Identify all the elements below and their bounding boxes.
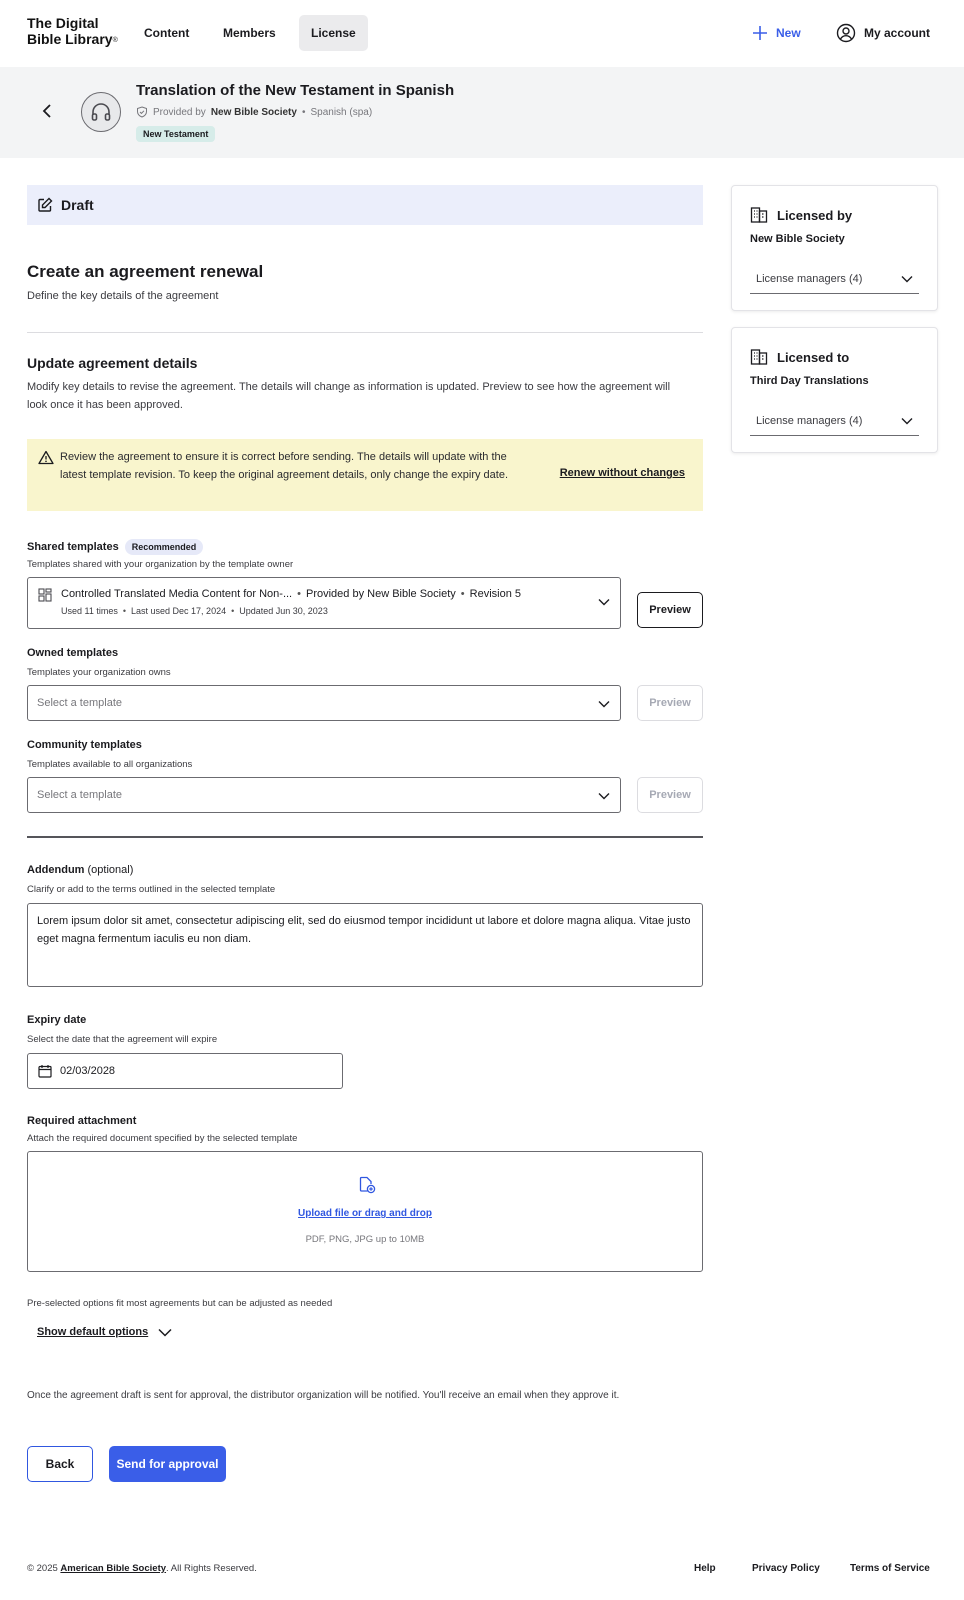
draft-status-bar bbox=[27, 185, 703, 225]
licensed-to-managers-label: License managers (4) bbox=[756, 414, 863, 427]
licensed-to-heading bbox=[750, 348, 849, 366]
renew-without-changes-link[interactable]: Renew without changes bbox=[559, 467, 685, 479]
plus-icon bbox=[752, 25, 768, 41]
my-account-label: My account bbox=[864, 26, 931, 40]
community-template-preview-button[interactable]: Preview bbox=[637, 777, 703, 813]
send-for-approval-button[interactable]: Send for approval bbox=[109, 1446, 226, 1482]
copyright-prefix: © 2025 bbox=[27, 1563, 58, 1574]
calendar-icon bbox=[38, 1064, 52, 1078]
footer-privacy-link[interactable]: Privacy Policy bbox=[752, 1563, 820, 1574]
new-label: New bbox=[776, 26, 801, 40]
shared-templates-hint: Templates shared with your organization by the template owner bbox=[27, 559, 294, 570]
template-revision: Revision 5 bbox=[469, 588, 521, 600]
shared-template-select[interactable] bbox=[27, 577, 621, 629]
licensed-by-org: New Bible Society bbox=[750, 233, 845, 245]
logo-line-1: The Digital bbox=[27, 15, 99, 31]
building-icon bbox=[750, 206, 768, 224]
attachment-hint: Attach the required document specified by the selected template bbox=[27, 1133, 298, 1144]
file-plus-icon bbox=[358, 1176, 376, 1194]
nav-license[interactable]: License bbox=[299, 15, 368, 51]
headphones-icon bbox=[81, 92, 121, 132]
expiry-date-hint: Select the date that the agreement will expire bbox=[27, 1034, 218, 1045]
building-icon bbox=[750, 348, 768, 366]
attachment-label: Required attachment bbox=[27, 1115, 137, 1127]
footer-terms-link[interactable]: Terms of Service bbox=[850, 1563, 930, 1574]
new-button[interactable] bbox=[752, 22, 801, 44]
page-subtitle: Define the key details of the agreement bbox=[27, 290, 219, 302]
owned-template-preview-button[interactable]: Preview bbox=[637, 685, 703, 721]
logo[interactable] bbox=[27, 15, 118, 47]
owned-template-select[interactable] bbox=[27, 685, 621, 721]
resource-meta: Provided by New Bible Society • Spanish (spa) bbox=[136, 106, 372, 118]
template-provider: Provided by New Bible Society bbox=[305, 588, 456, 600]
shared-templates-label bbox=[27, 539, 203, 555]
copyright-suffix: . All Rights Reserved. bbox=[166, 1563, 257, 1574]
warning-icon bbox=[38, 450, 54, 465]
addendum-label bbox=[27, 864, 133, 876]
draft-label: Draft bbox=[61, 197, 94, 213]
upload-file-types: PDF, PNG, JPG up to 10MB bbox=[305, 1234, 425, 1245]
licensed-to-managers-select[interactable] bbox=[750, 406, 919, 436]
chevron-down-icon bbox=[598, 792, 610, 800]
shield-check-icon bbox=[136, 106, 148, 118]
provider-name: New Bible Society bbox=[210, 106, 297, 118]
owned-templates-label: Owned templates bbox=[27, 647, 119, 659]
addendum-hint: Clarify or add to the terms outlined in the selected template bbox=[27, 884, 276, 895]
footer-org-link[interactable]: American Bible Society bbox=[60, 1563, 167, 1574]
show-default-options-toggle[interactable] bbox=[37, 1326, 172, 1338]
page-title: Create an agreement renewal bbox=[27, 262, 264, 281]
logo-line-2: Bible Library bbox=[27, 31, 113, 47]
upload-file-link[interactable]: Upload file or drag and drop bbox=[298, 1208, 432, 1219]
template-last-used: Last used Dec 17, 2024 bbox=[131, 606, 227, 616]
nav-content[interactable]: Content bbox=[144, 26, 190, 40]
template-stats: Used 11 times • Last used Dec 17, 2024 • Updated Jun 30, 2023 bbox=[61, 606, 328, 616]
addendum-textarea[interactable]: Lorem ipsum dolor sit amet, consectetur adipiscing elit, sed do eiusmod tempor incididunt ut labore et dolore magna aliqua. Vitae justo eget magna fermentum iaculis eu non diam. bbox=[27, 903, 703, 987]
logo-mark: ® bbox=[112, 37, 118, 44]
back-button[interactable]: Back bbox=[27, 1446, 93, 1482]
resource-language: Spanish (spa) bbox=[310, 106, 373, 118]
warning-text: Review the agreement to ensure it is correct before sending. The details will update with the latest template revision. To keep the original agreement details, only change the expiry date. bbox=[60, 451, 509, 481]
owned-templates-hint: Templates your organization owns bbox=[27, 667, 171, 678]
update-section-description: Modify key details to revise the agreement. The details will change as information is updated. Preview to see how the agreement will look once it has been approved. bbox=[27, 381, 671, 411]
resource-title: Translation of the New Testament in Spanish bbox=[136, 82, 455, 99]
back-arrow-icon[interactable] bbox=[40, 103, 54, 119]
chevron-down-icon bbox=[901, 275, 913, 283]
warning-banner bbox=[27, 439, 703, 511]
chevron-down-icon bbox=[901, 417, 913, 425]
my-account-button[interactable] bbox=[836, 22, 930, 44]
community-template-select[interactable] bbox=[27, 777, 621, 813]
licensed-by-managers-label: License managers (4) bbox=[756, 272, 863, 285]
licensed-by-title: Licensed by bbox=[777, 207, 853, 223]
licensed-by-heading bbox=[750, 206, 852, 224]
template-name: Controlled Translated Media Content for Non-... bbox=[61, 588, 293, 600]
upload-dropzone[interactable] bbox=[27, 1151, 703, 1272]
footer-copyright bbox=[27, 1563, 257, 1574]
recommended-badge: Recommended bbox=[125, 539, 204, 555]
licensed-to-org: Third Day Translations bbox=[750, 375, 869, 387]
chevron-down-icon bbox=[598, 700, 610, 708]
template-used: Used 11 times bbox=[61, 606, 118, 616]
licensed-by-managers-select[interactable] bbox=[750, 264, 919, 294]
divider bbox=[27, 332, 703, 333]
expiry-date-value: 02/03/2028 bbox=[60, 1065, 116, 1077]
show-default-options-label: Show default options bbox=[37, 1326, 149, 1338]
community-templates-hint: Templates available to all organizations bbox=[27, 759, 193, 770]
footer-help-link[interactable]: Help bbox=[694, 1563, 716, 1574]
template-grid-icon bbox=[38, 588, 52, 602]
licensed-by-card bbox=[731, 185, 938, 311]
licensed-to-card bbox=[731, 327, 938, 453]
chevron-down-icon bbox=[598, 598, 610, 606]
community-templates-label: Community templates bbox=[27, 739, 142, 751]
owned-template-placeholder: Select a template bbox=[37, 697, 122, 709]
divider bbox=[27, 836, 703, 838]
licensed-to-title: Licensed to bbox=[777, 349, 850, 365]
shared-template-preview-button[interactable]: Preview bbox=[637, 592, 703, 628]
user-circle-icon bbox=[836, 23, 856, 43]
addendum-optional: (optional) bbox=[87, 864, 134, 876]
community-template-placeholder: Select a template bbox=[37, 789, 122, 801]
addendum-label-text: Addendum bbox=[27, 864, 85, 876]
template-summary: Controlled Translated Media Content for Non-... • Provided by New Bible Society • Revision 5 bbox=[61, 588, 521, 600]
defaults-note: Pre-selected options fit most agreements but can be adjusted as needed bbox=[27, 1298, 333, 1309]
resource-chip: New Testament bbox=[136, 126, 215, 142]
approval-notice: Once the agreement draft is sent for approval, the distributor organization will be notified. You'll receive an email when they approve it. bbox=[27, 1390, 620, 1401]
update-section-title: Update agreement details bbox=[27, 355, 198, 371]
chevron-down-icon bbox=[158, 1328, 172, 1337]
nav-members[interactable]: Members bbox=[223, 26, 276, 40]
expiry-date-input[interactable] bbox=[27, 1053, 343, 1089]
shared-templates-label-text: Shared templates bbox=[27, 540, 119, 553]
template-updated: Updated Jun 30, 2023 bbox=[239, 606, 328, 616]
expiry-date-label: Expiry date bbox=[27, 1014, 87, 1026]
provided-by-prefix: Provided by bbox=[153, 106, 206, 118]
edit-icon bbox=[37, 197, 53, 213]
